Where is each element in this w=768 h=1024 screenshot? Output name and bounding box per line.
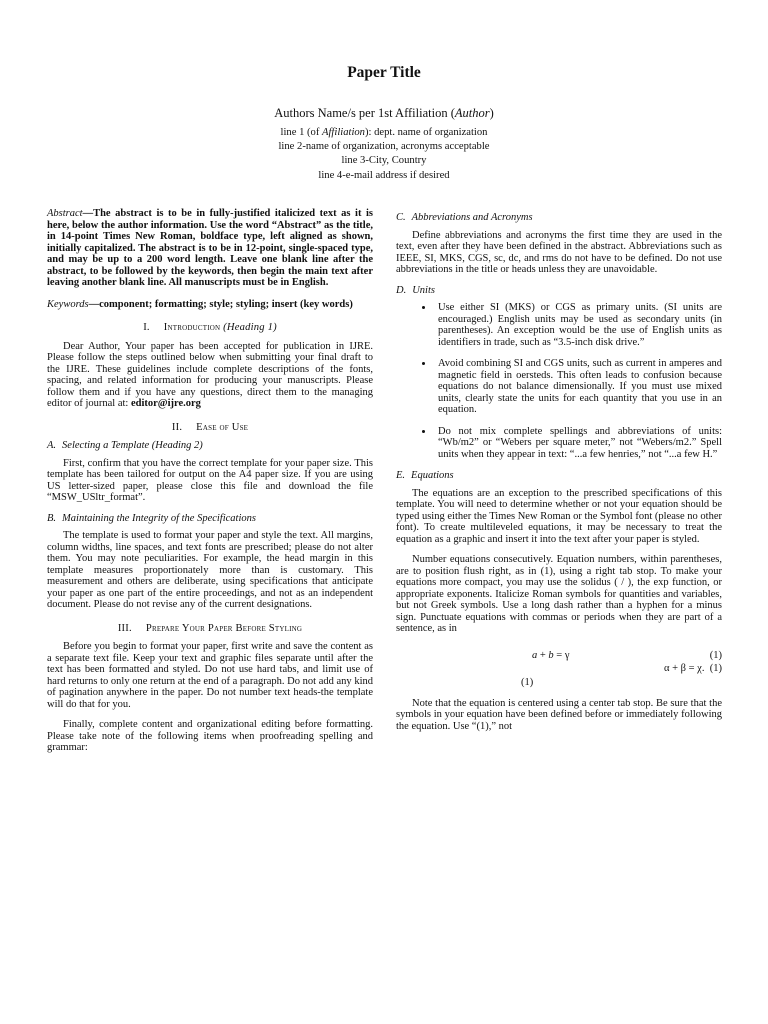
intro-text: Dear Author, Your paper has been accepted for publication in IJRE. Please follow the steps outlined below when submitting your final draft to the IJRE. These guidelines include complete descriptions of the fonts, spacing, and related information for producing your manuscripts. Please follow them and if you have any questions, direct them to the managing editor of journal at: [47, 340, 373, 409]
equations-paragraph-1: The equations are an exception to the prescribed specifications of this template. You will need to determine whether or not your equation should be typed using either the Times New Roman or the Symbol font (please no other font). To create multileveled equations, it may be necessary to treat the equation as a graphic and insert it into the text after your paper is styled. [396, 487, 722, 545]
affiliation-line-1 [0, 126, 768, 140]
section-3-heading [47, 623, 373, 635]
section-3-title: Prepare Your Paper Before Styling [145, 622, 303, 634]
affiliation-line-4: line 4-e-mail address if desired [318, 169, 450, 181]
section-1-number: I. [143, 322, 150, 333]
equation-2: α + β = χ. [664, 662, 705, 674]
list-item: • Do not mix complete spellings and abbreviations of units: “Wb/m2” or “Webers per square meter,” not “Webers/m2.” Spell units when they appear in text: “...a few henries,” not “...a few H.” [434, 426, 722, 461]
abstract-label: Abstract [47, 208, 83, 219]
units-list [396, 302, 722, 460]
subsection-e-title: Equations [411, 470, 454, 481]
equation-1 [532, 650, 569, 662]
affiliation-line-1-post: ): dept. name of organization [364, 127, 488, 138]
subsection-e-heading [396, 470, 722, 482]
equation-1-plus: + [537, 649, 549, 661]
section-2-number: II. [171, 421, 183, 433]
equation-1-number: (1) [709, 649, 722, 661]
subsection-a-paragraph: First, confirm that you have the correct template for your paper size. This template has been tailored for output on the A4 paper size. If you are using US letter-sized paper, please close this file and download the file “MSW_USltr_format”. [47, 457, 373, 503]
subsection-d-title: Units [412, 284, 435, 296]
author-role: Author [454, 106, 490, 120]
author-names [0, 106, 768, 121]
equation-1-rest: = γ [553, 649, 570, 661]
subsection-e-letter: E. [396, 470, 406, 481]
affiliation-line-3: line 3-City, Country [341, 155, 427, 167]
paper-title: Paper Title [347, 64, 421, 81]
section-1-title: Introduction [163, 322, 224, 333]
section-3-number: III. [117, 622, 132, 634]
author-close-paren: ) [489, 106, 494, 120]
subsection-b-heading [47, 513, 373, 525]
list-item: • Avoid combining SI and CGS units, such as current in amperes and magnetic field in oersteds. This often leads to confusion because equations do not balance dimensionally. If you must use mixed units, clearly state the units for each quantity that you use in an equation. [434, 358, 722, 416]
subsection-a-title: Selecting a Template (Heading 2) [62, 440, 203, 451]
right-column [396, 208, 722, 741]
affiliation-block [0, 126, 768, 183]
list-item: • Use either SI (MKS) or CGS as primary units. (SI units are encouraged.) English units may be used as secondary units (in parentheses). An exception would be the use of English units as identifiers in trade, such as “3.5-inch disk drive.” [434, 302, 722, 348]
equation-2-number: (1) [709, 662, 722, 674]
affiliation-italic: Affiliation [322, 127, 365, 138]
section-2-heading [47, 422, 373, 434]
keywords-label: Keywords [47, 298, 89, 310]
equations-paragraph-2: Number equations consecutively. Equation numbers, within parentheses, are to position flush right, as in (1), using a right tab stop. To make your equations more compact, you may use the solidus ( / ), the exp function, or appropriate exponents. Italicize Roman symbols for quantities and variables, but not Greek symbols. Use a long dash rather than a hyphen for a minus sign. Punctuate equations with commas or periods when they are part of a sentence, as in [396, 554, 722, 634]
subsection-b-letter: B. [47, 512, 57, 524]
keywords-text: —component; formatting; style; styling; insert (key words) [88, 298, 353, 310]
left-column [47, 208, 373, 763]
subsection-d-heading [396, 285, 722, 297]
subsection-a-heading [47, 440, 373, 452]
abstract-paragraph [47, 208, 373, 289]
section-3-paragraph-2: Finally, complete content and organizational editing before formatting. Please take note of the following items when proofreading spelling and grammar: [47, 719, 373, 753]
equation-block [396, 644, 722, 690]
subsection-b-title: Maintaining the Integrity of the Specifications [62, 512, 256, 524]
section-1-heading [47, 322, 373, 334]
section-1-note: (Heading 1) [223, 322, 277, 333]
subsection-d-letter: D. [396, 284, 407, 296]
equation-1-b: b [548, 649, 554, 661]
section-3-paragraph-1: Before you begin to format your paper, first write and save the content as a separate text file. Keep your text and graphic files separate until after the text has been formatted and styled. Do not use hard tabs, and limit use of hard returns to only one return at the end of a paragraph. Do not add any kind of pagination anywhere in the paper. Do not number text heads-the template will do that for you. [47, 641, 373, 710]
abstract-text: —The abstract is to be in fully-justified italicized text as it is here, below the author information. Use the word “Abstract” as the title, in 14-point Times New Roman, boldface type, left aligned as shown, initially capitalized. The abstract is to be in 12-point, single-spaced type, and may be up to a 200 word length. Leave one blank line after the abstract, to be followed by the keywords, then begin the main text after leaving another blank line. All manuscripts must be in English. [47, 208, 373, 288]
equation-1-a: a [532, 649, 538, 661]
keywords-paragraph [47, 299, 373, 311]
subsection-c-heading [396, 212, 722, 224]
intro-paragraph [47, 341, 373, 410]
affiliation-line-1-pre: line 1 (of [280, 127, 323, 138]
equations-paragraph-3: Note that the equation is centered using a center tab stop. Be sure that the symbols in your equation have been defined before or immediately following the equation. Use “(1),” not [396, 697, 722, 732]
subsection-c-paragraph: Define abbreviations and acronyms the first time they are used in the text, even after they have been defined in the abstract. Abbreviations such as IEEE, SI, MKS, CGS, sc, dc, and rms do not have to be defined. Do not use abbreviations in the title or heads unless they are unavoidable. [396, 229, 722, 275]
affiliation-line-2: line 2-name of organization, acronyms acceptable [278, 141, 490, 153]
subsection-b-paragraph: The template is used to format your paper and style the text. All margins, column widths, line spaces, and text fonts are prescribed; please do not alter them. You may note peculiarities. For example, the head margin in this template measures proportionately more than is customary. This measurement and others are deliberate, using specifications that anticipate your paper as one part of the entire proceedings, and not as an independent document. Please do not revise any of the current designations. [47, 530, 373, 610]
subsection-c-letter: C. [396, 212, 406, 223]
subsection-c-title: Abbreviations and Acronyms [411, 212, 533, 223]
equation-3-number: (1) [521, 676, 534, 688]
subsection-a-letter: A. [47, 440, 57, 451]
author-names-text: Authors Name/s per 1st Affiliation ( [274, 106, 455, 120]
editor-email: editor@ijre.org [130, 398, 201, 409]
section-2-title: Ease of Use [196, 421, 249, 433]
